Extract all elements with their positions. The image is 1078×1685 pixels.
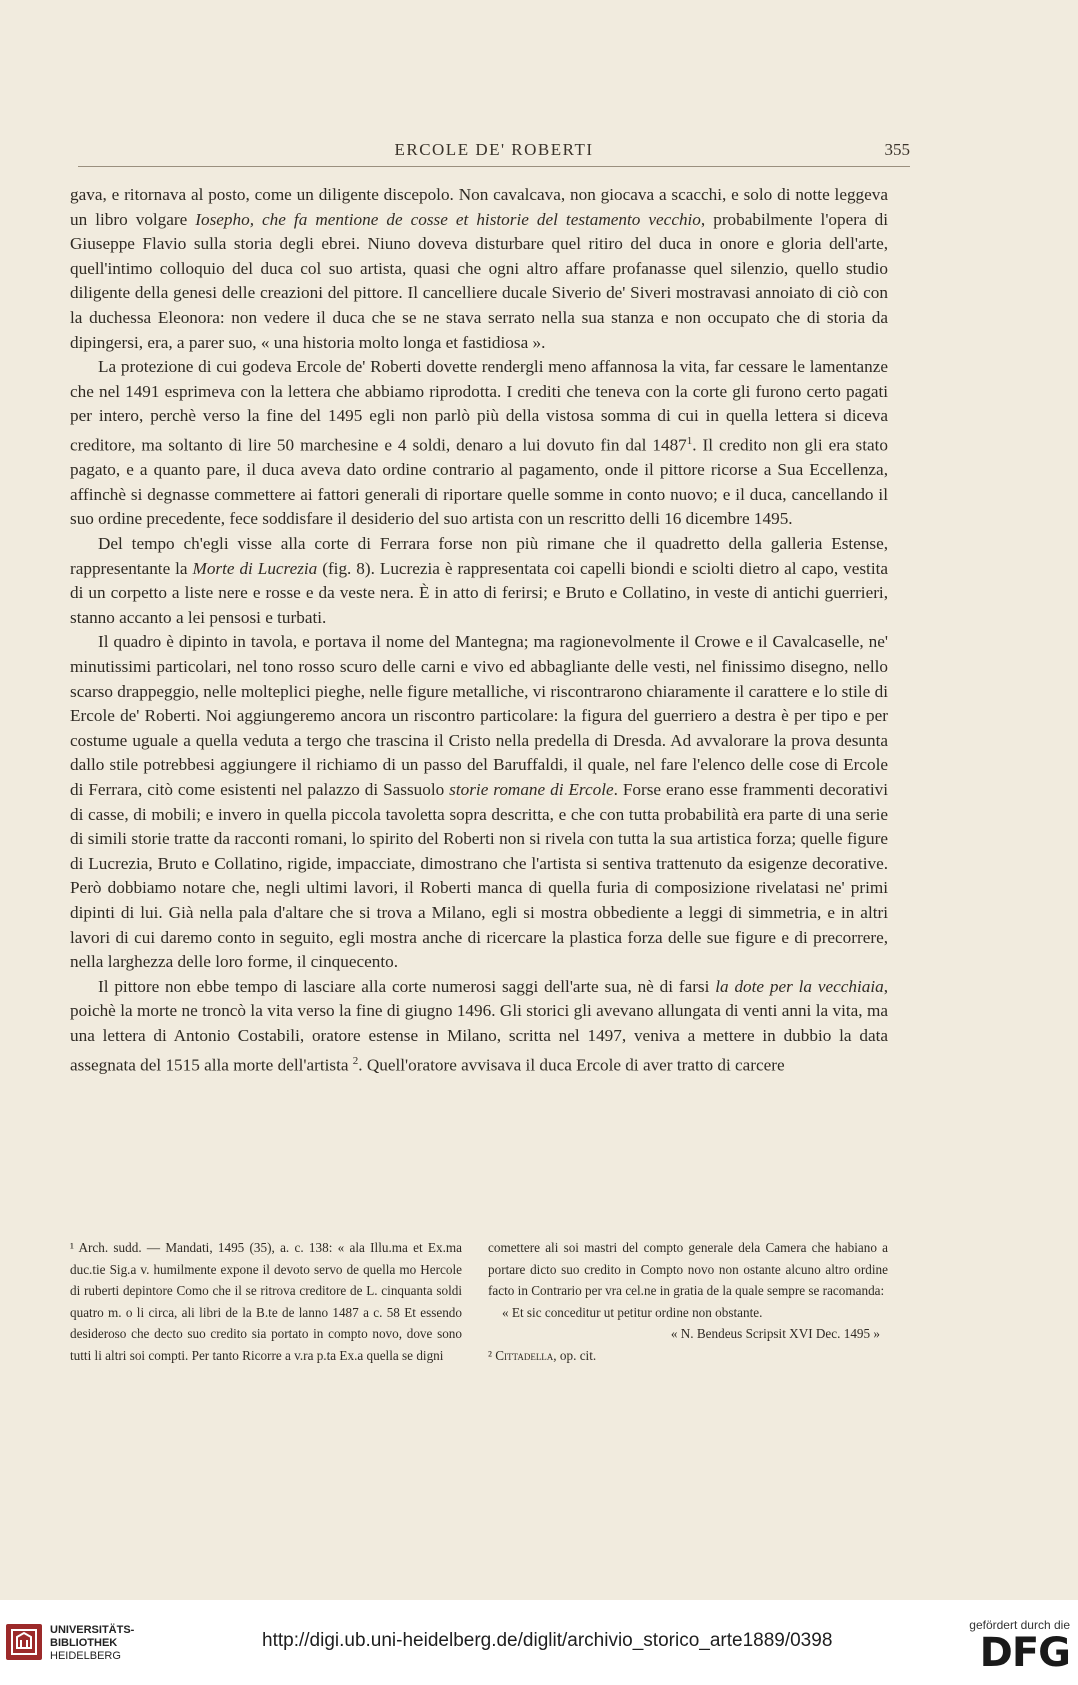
paragraph — [70, 975, 888, 1078]
library-name-line-2: BIBLIOTHEK — [50, 1637, 118, 1649]
footnote-1-signature: « N. Bendeus Scripsit XVI Dec. 1495 » — [670, 1326, 880, 1342]
italic-title: Morte di Lucrezia — [192, 558, 318, 578]
permalink-url[interactable]: http://digi.ub.uni-heidelberg.de/diglit/archivio_storico_arte1889/0398 — [262, 1630, 833, 1651]
footnote-2 — [488, 1345, 888, 1367]
text-run: . Quell'oratore avvisava il duca Ercole di aver tratto di carcere — [358, 1055, 785, 1075]
footnote-1-left-column: ¹ Arch. sudd. — Mandati, 1495 (35), a. c. 138: « ala Illu.ma et Ex.ma duc.tie Sig.a v. humilmente expone il devoto servo de quella mo Hercole di ruberti depintore Como che il se ritrova creditore de L. cinquanta soldi quatro m. o li circa, ali libri de la B.te de lanno 1487 a c. 58 Et essendo desideroso che decto suo credito sia portato in compto novo, dove sono tutti li altri soi compti. Per tanto Ricorre a v.ra p.ta Ex.a quella se digni — [70, 1240, 462, 1363]
library-name-line-1: UNIVERSITÄTS- — [50, 1624, 135, 1636]
footnote-1-decree: « Et sic conceditur ut petitur ordine non obstante. — [502, 1304, 763, 1320]
funding-label: gefördert durch die — [969, 1618, 1070, 1632]
running-header — [78, 140, 910, 167]
page-number: 355 — [884, 140, 910, 159]
library-seal-icon — [6, 1624, 42, 1660]
running-title: ERCOLE DE' ROBERTI — [394, 140, 594, 159]
text-run: Il quadro è dipinto in tavola, e portava il nome del Mantegna; ma ragionevolmente il Crowe e il Cavalcaselle, ne' minutissimi particolari, nel tono rosso scuro delle carni e vivo ed abbagliante delle vesti, nel finissimo disegno, nello scarso drappeggio, nelle molteplici pieghe, nelle figure metalliche, vi riscontrarono chiaramente il carattere e lo stile di Ercole de' Roberti. Noi aggiungeremo ancora un riscontro particolare: la figura del guerriero a destra è per tipo e per costume uguale a quella veduta a tergo che trascina il Cristo nella predella di Dresda. Ad avvalorare la prova desunta dallo stile potrebbesi aggiungere il richiamo di un passo del Baruffaldi, il quale, nel fare l'elenco delle cose di Ercole di Ferrara, citò come esistenti nel palazzo di Sassuolo — [70, 632, 888, 799]
library-logo-link[interactable] — [6, 1622, 156, 1664]
footnote-ref: 2 — [352, 1054, 359, 1067]
text-run: , probabilmente l'opera di Giuseppe Flavio sulla storia degli ebrei. Niuno doveva disturbare quel ritiro del duca in onore e gloria dell'arte, quell'intimo colloquio del duca col suo artista, quasi che ogni altro affare profanasse quel silenzio, quello studio diligente della genesi delle creazioni del pittore. Il cancelliere ducale Siverio de' Siveri mostravasi annoiato di ciò con la duchessa Eleonora: non vedere il duca che se ne stava serrato nella sua stanza e non occupato che di storia da dipingersi, era, a parer suo, « una historia molto longa et fastidiosa ». — [70, 209, 888, 352]
italic-title: la dote per la vecchiaia — [715, 976, 884, 996]
text-run: Del tempo ch'egli visse alla corte di Ferrara forse non più rimane che il quadretto della galleria Estense, rappresentante la — [70, 534, 888, 578]
funding-logo-link[interactable] — [960, 1618, 1070, 1674]
paragraph — [70, 355, 888, 532]
viewer-footer — [0, 1600, 1078, 1685]
footnote-2-author: ² Cittadella, — [488, 1347, 557, 1363]
paragraph — [70, 183, 888, 355]
paragraph — [70, 532, 888, 630]
library-name-line-3: HEIDELBERG — [50, 1650, 121, 1662]
text-run: La protezione di cui godeva Ercole de' Roberti dovette rendergli meno affannosa la vita, far cessare le lamentanze che nel 1491 esprimeva con la lettera che abbiamo riprodotta. I crediti che teneva con la corte gli furono certo pagati per intero, perchè verso la fine del 1495 egli non parlò più della vistosa somma di cui in quella lettera si diceva creditore, ma soltanto di lire 50 marchesine e 4 soldi, denaro a lui dovuto fin dal 1487 — [70, 357, 888, 455]
text-run: . Forse erano esse frammenti decorativi di casse, di mobili; e invero in quella piccola tavoletta sopra descritta, e che con tutta probabilità era parte di una serie di simili storie tratte da racconti romani, lo spirito del Roberti non si rivela con tutta la sua artistica forza; quelle figure di Lucrezia, Bruto e Collatino, rigide, impacciate, dimostrano che l'artista si sentiva trattenuto da esigenze decorative. Però dobbiamo notare che, negli ultimi lavori, il Roberti manca di quella furia di composizione rivelatasi ne' primi dipinti di lui. Già nella pala d'altare che si trova a Milano, egli si mostra obbediente a leggi di simmetria, e in altri lavori di cui daremo conto in seguito, egli mostra anche di ricercare la plastica forza delle sue figure e di precorrere, nella larghezza delle loro forme, il cinquecento. — [70, 779, 888, 972]
text-run: gava, e ritornava al posto, come un diligente discepolo. Non cavalcava, non giocava a scacchi, e solo di notte leggeva un libro volgare — [70, 185, 888, 229]
dfg-logo: DFG — [979, 1630, 1070, 1676]
italic-title: storie romane di Ercole — [449, 779, 614, 799]
text-run: Il pittore non ebbe tempo di lasciare alla corte numerosi saggi dell'arte sua, nè di farsi — [98, 976, 716, 996]
footnote-right-column — [488, 1237, 888, 1367]
italic-title: Iosepho, che fa mentione de cosse et historie del testamento vecchio — [195, 209, 701, 229]
footnote-2-citation: op. cit. — [556, 1347, 597, 1363]
footnote-ref: 1 — [686, 434, 693, 447]
body-text — [70, 183, 888, 1078]
library-name — [50, 1624, 134, 1663]
text-run: (fig. 8). Lucrezia è rappresentata coi capelli biondi e sciolti dietro al capo, vestita di un corpetto a liste nere e rosse e da veste nera. È in atto di ferirsi; e Bruto e Collatino, in veste di antichi guerrieri, stanno accanto a lei pensosi e turbati. — [70, 558, 889, 627]
paragraph — [70, 630, 888, 974]
text-run: . Il credito non gli era stato pagato, e a quanto pare, il duca aveva dato ordine contrario al pagamento, onde il pittore ricorse a Sua Eccellenza, affinchè si degnasse commettere ai fattori generali di riportare quelle somme in conto nuovo; e il duca, cancellando il suo ordine precedente, fece soddisfare il desiderio del suo artista con un rescritto delli 16 dicembre 1495. — [70, 435, 888, 529]
footnote-1-continuation: comettere ali soi mastri del compto generale dela Camera che habiano a portare dicto suo credito in Compto novo non ostante alcuno altro ordine facto in Contrario per vra cel.ne in gratia de la quale sempre se racomanda: — [488, 1240, 888, 1299]
text-run: , poichè la morte ne troncò la vita verso la fine di giugno 1496. Gli storici gli avevano allungata di venti anni la vita, ma una lettera di Antonio Costabili, oratore estense in Milano, scritta nel 1497, veniva a mettere in dubbio la data assegnata del 1515 alla morte dell'artista — [70, 976, 889, 1075]
